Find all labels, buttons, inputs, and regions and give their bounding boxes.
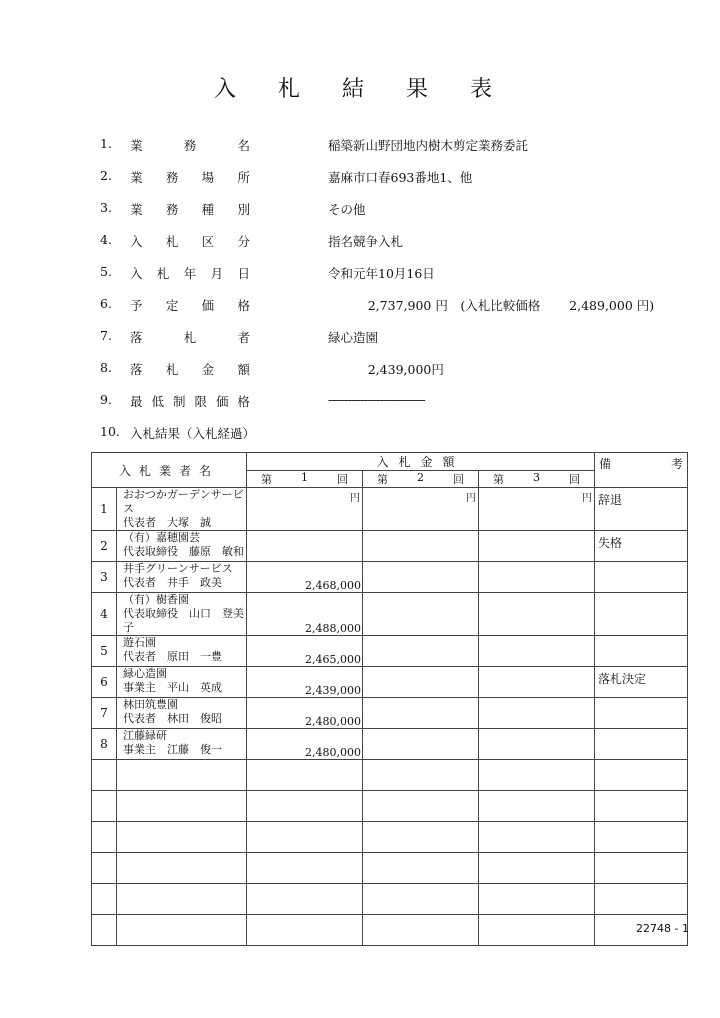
round-2-amount bbox=[363, 593, 479, 636]
round-3-amount bbox=[479, 667, 595, 698]
item-number: 6. bbox=[100, 296, 112, 311]
row-number: 1 bbox=[92, 488, 117, 531]
yen-unit: 円 bbox=[350, 493, 361, 504]
representative: 代表者 井手 政美 bbox=[123, 576, 222, 589]
round-2-amount bbox=[363, 667, 479, 698]
round-1-amount bbox=[247, 488, 363, 531]
company-name: 緑心造園 bbox=[123, 667, 167, 680]
item-row bbox=[100, 328, 700, 360]
page-title: 入札結果表 bbox=[213, 77, 534, 102]
round-2-amount bbox=[363, 531, 479, 562]
item-label-char: 場 bbox=[201, 170, 215, 185]
item-number: 9. bbox=[100, 392, 112, 407]
table-row bbox=[92, 667, 688, 698]
bidder-cell bbox=[117, 729, 247, 760]
round-1-amount bbox=[247, 531, 363, 562]
note-cell bbox=[595, 636, 688, 667]
item-value: その他 bbox=[328, 202, 366, 217]
document-number: 22748 - 1 bbox=[636, 922, 689, 935]
item-label-char: 種 bbox=[201, 202, 215, 217]
item-label-char: 業 bbox=[130, 202, 143, 217]
item-row bbox=[100, 200, 700, 232]
empty-row bbox=[92, 822, 688, 853]
item-label-char: 入 bbox=[130, 266, 143, 281]
empty-row bbox=[92, 791, 688, 822]
round-3-amount bbox=[479, 698, 595, 729]
bidder-cell bbox=[117, 636, 247, 667]
amount-header: 入札金額 bbox=[247, 453, 595, 471]
row-number: 8 bbox=[92, 729, 117, 760]
note-cell bbox=[595, 729, 688, 760]
item-number: 4. bbox=[100, 232, 112, 247]
note-cell: 落札決定 bbox=[595, 667, 688, 698]
item-label-char: 入札結果（入札経過） bbox=[130, 426, 256, 441]
company-name: （有）樹香園 bbox=[123, 593, 189, 606]
table-row bbox=[92, 729, 688, 760]
table-row bbox=[92, 593, 688, 636]
item-label bbox=[130, 232, 250, 250]
item-label bbox=[130, 296, 250, 314]
item-label bbox=[130, 424, 290, 442]
representative: 代表取締役 藤原 敏和 bbox=[123, 545, 244, 558]
note-header: 備 考 bbox=[595, 453, 688, 488]
item-label-char: 者 bbox=[237, 330, 250, 345]
row-number: 7 bbox=[92, 698, 117, 729]
row-number: 5 bbox=[92, 636, 117, 667]
item-row bbox=[100, 360, 700, 392]
round-2-amount bbox=[363, 488, 479, 531]
round-2-amount bbox=[363, 698, 479, 729]
item-value: 2,737,900 円 (入札比較価格 2,489,000 円) bbox=[328, 298, 655, 313]
round-3-amount bbox=[479, 531, 595, 562]
note-cell bbox=[595, 698, 688, 729]
item-label-char: 札 bbox=[165, 234, 179, 249]
representative: 事業主 江藤 俊一 bbox=[123, 743, 222, 756]
item-label-char: 日 bbox=[237, 266, 250, 281]
company-name: おおつかガーデンサービス bbox=[123, 488, 244, 515]
item-number: 1. bbox=[100, 136, 112, 151]
item-number: 5. bbox=[100, 264, 112, 279]
item-label-char: 落 bbox=[130, 362, 143, 377]
item-label bbox=[130, 200, 250, 218]
item-label-char: 別 bbox=[237, 202, 250, 217]
item-row bbox=[100, 264, 700, 296]
item-label-char: 格 bbox=[237, 394, 250, 409]
bid-results-table bbox=[91, 452, 688, 946]
company-name: 遊石園 bbox=[123, 636, 156, 649]
note-cell bbox=[595, 593, 688, 636]
item-label bbox=[130, 360, 250, 378]
round-1-header: 第 1 回 bbox=[247, 471, 363, 488]
table-row bbox=[92, 488, 688, 531]
item-label-char: 価 bbox=[201, 298, 215, 313]
item-label-char: 限 bbox=[194, 394, 207, 409]
note-cell: 辞退 bbox=[595, 488, 688, 531]
round-1-amount: 2,480,000 bbox=[247, 698, 363, 729]
round-1-amount: 2,439,000 bbox=[247, 667, 363, 698]
empty-row bbox=[92, 915, 688, 946]
item-label bbox=[130, 392, 250, 410]
item-number: 7. bbox=[100, 328, 112, 343]
item-value: ------------------------------ bbox=[328, 392, 425, 407]
item-label-char: 分 bbox=[237, 234, 250, 249]
item-label-char: 所 bbox=[237, 170, 250, 185]
item-value: 指名競争入札 bbox=[328, 234, 404, 249]
item-label-char: 金 bbox=[201, 362, 215, 377]
item-label-char: 務 bbox=[165, 202, 179, 217]
row-number: 6 bbox=[92, 667, 117, 698]
item-label-char: 業 bbox=[130, 170, 143, 185]
note-cell: 失格 bbox=[595, 531, 688, 562]
bidder-header: 入札業者名 bbox=[92, 453, 247, 488]
item-label-char: 業 bbox=[130, 138, 143, 153]
item-label bbox=[130, 264, 250, 282]
round-1-amount: 2,488,000 bbox=[247, 593, 363, 636]
item-value: 令和元年10月16日 bbox=[328, 266, 435, 281]
round-3-amount bbox=[479, 488, 595, 531]
item-number: 10. bbox=[100, 424, 120, 439]
round-3-amount bbox=[479, 562, 595, 593]
item-label-char: 務 bbox=[165, 170, 179, 185]
round-2-amount bbox=[363, 562, 479, 593]
row-number: 2 bbox=[92, 531, 117, 562]
item-label-char: 務 bbox=[183, 138, 197, 153]
item-row bbox=[100, 392, 700, 424]
round-3-amount bbox=[479, 636, 595, 667]
row-number: 4 bbox=[92, 593, 117, 636]
item-label-char: 価 bbox=[215, 394, 229, 409]
bidder-cell bbox=[117, 593, 247, 636]
bidder-cell bbox=[117, 698, 247, 729]
item-label bbox=[130, 328, 250, 346]
round-1-amount: 2,468,000 bbox=[247, 562, 363, 593]
item-label-char: 格 bbox=[237, 298, 250, 313]
table-row bbox=[92, 698, 688, 729]
row-number: 3 bbox=[92, 562, 117, 593]
representative: 代表者 大塚 誠 bbox=[123, 516, 211, 529]
note-cell bbox=[595, 562, 688, 593]
item-label-char: 年 bbox=[183, 266, 197, 281]
item-number: 3. bbox=[100, 200, 112, 215]
item-value: 稲築新山野団地内樹木剪定業務委託 bbox=[328, 138, 529, 153]
item-row bbox=[100, 168, 700, 200]
company-name: 林田筑豊園 bbox=[123, 698, 178, 711]
item-label bbox=[130, 168, 250, 186]
item-label-char: 名 bbox=[237, 138, 250, 153]
table-row bbox=[92, 636, 688, 667]
empty-row bbox=[92, 884, 688, 915]
representative: 代表者 林田 俊昭 bbox=[123, 712, 222, 725]
company-name: （有）嘉穂園芸 bbox=[123, 531, 200, 544]
item-value: 嘉麻市口春693番地1、他 bbox=[328, 170, 473, 185]
bidder-cell bbox=[117, 488, 247, 531]
round-2-amount bbox=[363, 636, 479, 667]
representative: 事業主 平山 英成 bbox=[123, 681, 222, 694]
item-label-char: 最 bbox=[130, 394, 143, 409]
item-label-char: 額 bbox=[237, 362, 250, 377]
round-3-amount bbox=[479, 593, 595, 636]
item-label-char: 落 bbox=[130, 330, 143, 345]
table-row bbox=[92, 531, 688, 562]
round-2-amount bbox=[363, 729, 479, 760]
empty-row bbox=[92, 760, 688, 791]
item-row bbox=[100, 136, 700, 168]
empty-row bbox=[92, 853, 688, 884]
item-number: 2. bbox=[100, 168, 112, 183]
round-3-amount bbox=[479, 729, 595, 760]
yen-unit: 円 bbox=[466, 493, 477, 504]
item-row bbox=[100, 296, 700, 328]
item-label-char: 入 bbox=[130, 234, 143, 249]
item-label bbox=[130, 136, 250, 154]
item-label-char: 札 bbox=[165, 362, 179, 377]
item-label-char: 月 bbox=[210, 266, 224, 281]
yen-unit: 円 bbox=[582, 493, 593, 504]
round-2-header: 第 2 回 bbox=[363, 471, 479, 488]
representative: 代表取締役 山口 登美子 bbox=[123, 607, 244, 634]
item-value: 2,439,000円 bbox=[328, 362, 444, 377]
company-name: 江藤緑研 bbox=[123, 729, 167, 742]
table-row bbox=[92, 562, 688, 593]
item-label-char: 札 bbox=[156, 266, 170, 281]
bidder-cell bbox=[117, 531, 247, 562]
item-label-char: 区 bbox=[201, 234, 215, 249]
item-label-char: 制 bbox=[172, 394, 186, 409]
item-label-char: 低 bbox=[151, 394, 164, 409]
bidder-cell bbox=[117, 667, 247, 698]
item-label-char: 予 bbox=[130, 298, 143, 313]
company-name: 井手グリーンサービス bbox=[123, 562, 233, 575]
item-label-char: 札 bbox=[183, 330, 197, 345]
item-row bbox=[100, 232, 700, 264]
item-value: 緑心造園 bbox=[328, 330, 379, 345]
round-1-amount: 2,480,000 bbox=[247, 729, 363, 760]
round-1-amount: 2,465,000 bbox=[247, 636, 363, 667]
bidder-cell bbox=[117, 562, 247, 593]
item-number: 8. bbox=[100, 360, 112, 375]
item-label-char: 定 bbox=[165, 298, 179, 313]
item-list bbox=[100, 136, 700, 456]
round-3-header: 第 3 回 bbox=[479, 471, 595, 488]
representative: 代表者 原田 一豊 bbox=[123, 650, 222, 663]
